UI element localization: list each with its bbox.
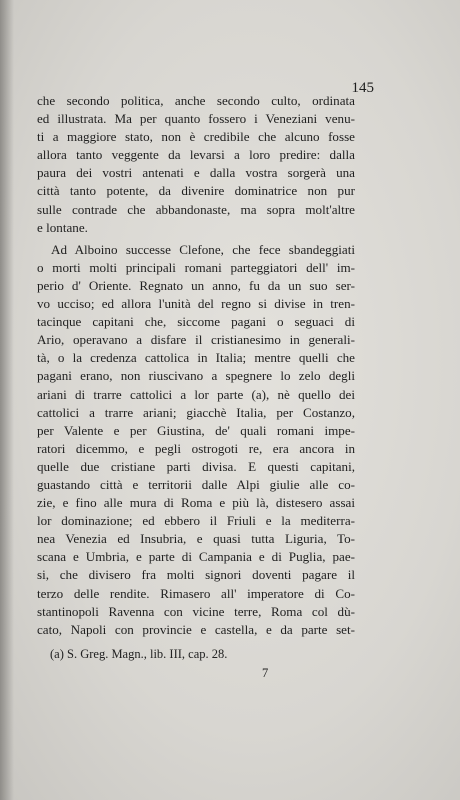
text-line: Ad Alboino successe Clefone, che fece sbandeggiati bbox=[51, 241, 355, 257]
body-text bbox=[37, 92, 355, 639]
text-line: ed illustrata. Ma per quanto fossero i Veneziani venu- bbox=[37, 111, 355, 127]
text-line: cato, Napoli con provincie e castella, e da parte set- bbox=[37, 621, 355, 637]
text-line: ariani di trarre cattolici a lor parte (a), nè quello dei bbox=[37, 386, 355, 402]
text-line: sulle contrade che abbandonaste, ma sopra molt'altre bbox=[37, 201, 355, 217]
text-line: guastando città e territorii dalle Alpi giulie alle co- bbox=[37, 476, 355, 492]
text-line: nea Venezia ed Insubria, e quasi tutta Liguria, To- bbox=[37, 531, 355, 547]
paragraph-1 bbox=[37, 92, 355, 237]
text-line: perio d' Oriente. Regnato un anno, fu da un suo ser- bbox=[37, 277, 355, 293]
text-line: Ario, operavano a disfare il cristianesimo in generali- bbox=[37, 332, 355, 348]
text-line: zie, e fino alle mura di Roma e più là, distesero assai bbox=[37, 495, 355, 511]
text-line: pagani erano, non riuscivano a spegnere lo zelo degli bbox=[37, 368, 355, 384]
signature-mark: 7 bbox=[262, 666, 269, 680]
text-line: stantinopoli Ravenna con vicine terre, Roma col dù- bbox=[37, 603, 355, 619]
text-line: tacinque capitani che, siccome pagani o seguaci di bbox=[37, 314, 355, 330]
text-line: terzo delle rendite. Rimasero all' imperatore di Co- bbox=[37, 585, 355, 601]
text-line: allora tanto veggente da levarsi a loro predire: dalla bbox=[37, 147, 355, 163]
text-line: scana e Umbria, e parte di Campania e di Puglia, pae- bbox=[37, 549, 355, 565]
text-line: e lontane. bbox=[37, 219, 88, 235]
text-line: città tanto potente, da divenire dominatrice non pur bbox=[37, 183, 355, 199]
page-gutter-shadow bbox=[0, 0, 14, 800]
paragraph-2 bbox=[37, 241, 355, 639]
text-line: tà, o la credenza cattolica in Italia; mentre quelli che bbox=[37, 350, 355, 366]
text-line: che secondo politica, anche secondo culto, ordinata bbox=[37, 93, 355, 108]
text-line: cattolici a trarre ariani; giacchè Italia, per Costanzo, bbox=[37, 404, 355, 420]
page-number: 145 bbox=[351, 80, 374, 96]
text-line: paura dei vostri antenati e dalla vostra sorgerà una bbox=[37, 165, 355, 181]
text-line: ratori dicemmo, e pegli ostrogoti re, era ancora in bbox=[37, 440, 355, 456]
text-line: o morti molti principali romani parteggiatori dell' im- bbox=[37, 259, 355, 275]
footnote: (a) S. Greg. Magn., lib. III, cap. 28. bbox=[50, 647, 228, 661]
text-line: si, che divisero fra molti signori doventi pagare il bbox=[37, 567, 355, 583]
text-line: per Valente e per Giustina, de' quali romani impe- bbox=[37, 422, 355, 438]
text-line: lor dominazione; ed ebbero il Friuli e la mediterra- bbox=[37, 513, 355, 529]
text-line: ti a maggiore stato, non è credibile che alcuno fosse bbox=[37, 129, 355, 145]
text-line: vo ucciso; ed allora l'unità del regno si divise in tren- bbox=[37, 296, 355, 312]
text-line: quelle due cristiane parti divisa. E questi capitani, bbox=[37, 458, 355, 474]
